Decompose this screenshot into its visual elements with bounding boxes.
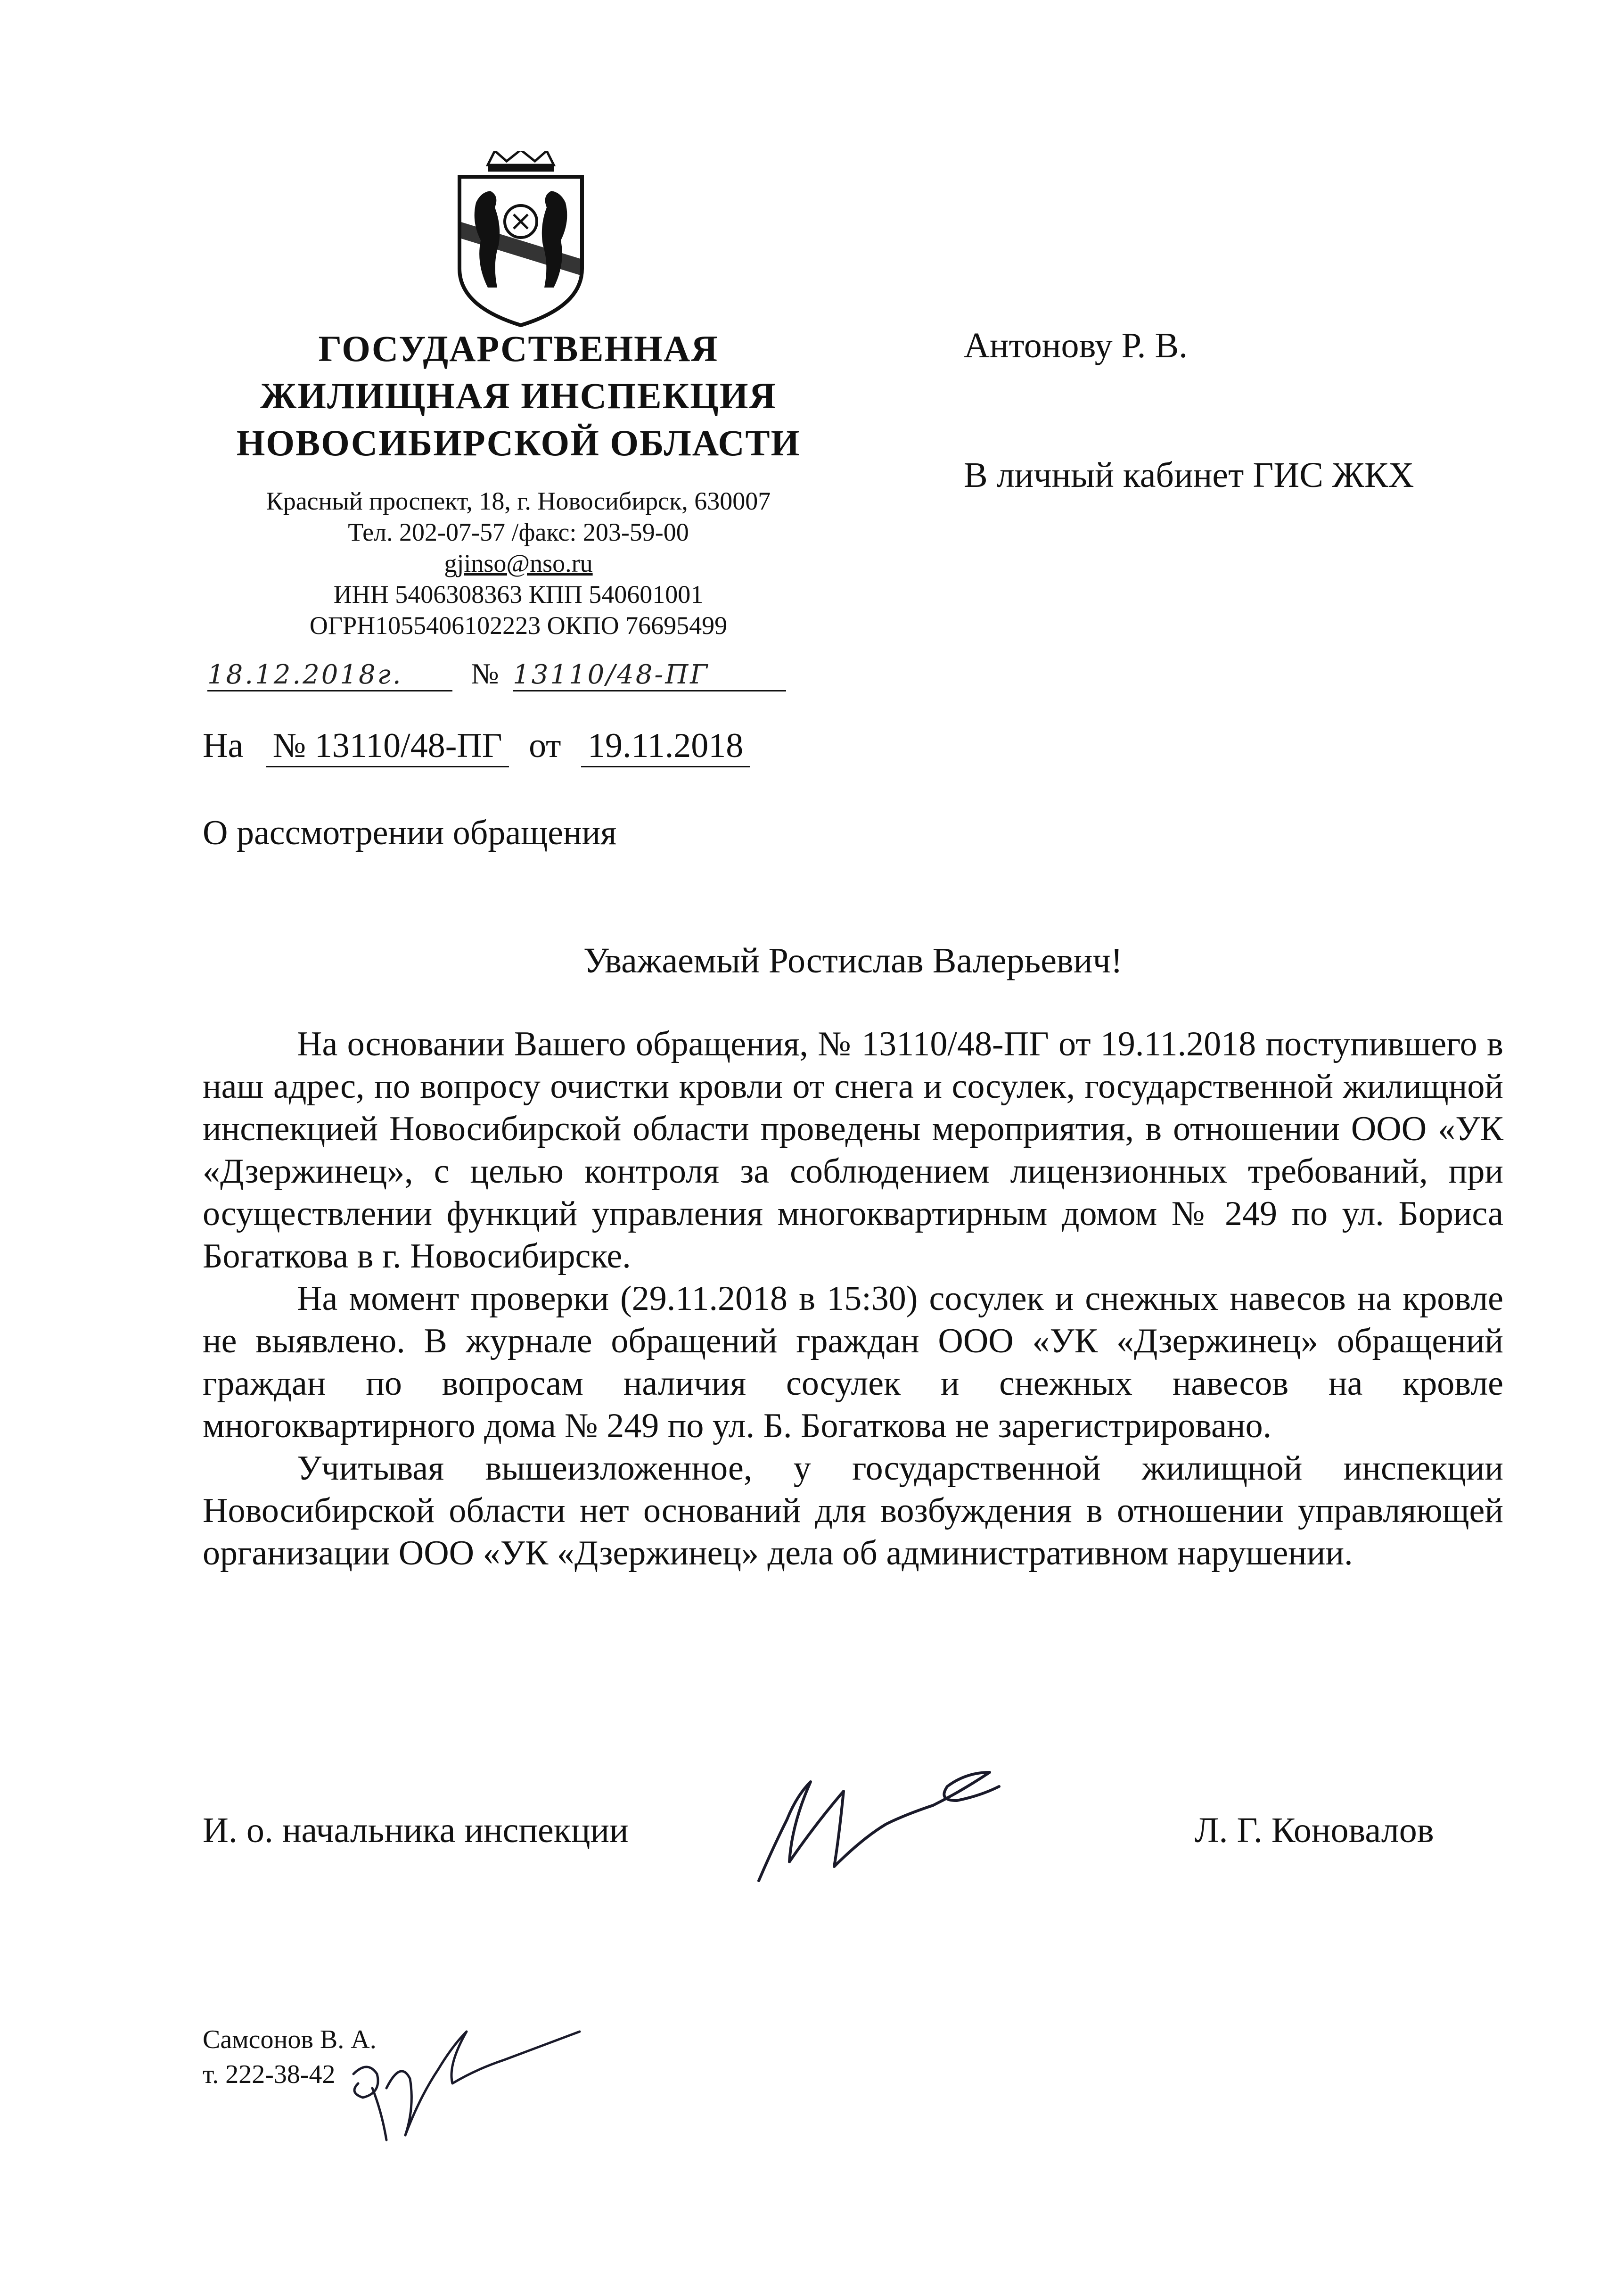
body-paragraph-1: На основании Вашего обращения, № 13110/48-ПГ от 19.11.2018 поступившего в наш адрес, по вопросу очистки кровли от снега и сосулек, государственной жилищной инспекцией Новосибирской области проведены мероприятия, в отношении ООО «УК «Дзержинец», с целью контроля за соблюдением лицензионных требований, при осуществлении функций управления многоквартирным домом № 249 по ул. Бориса Богаткова в г. Новосибирске. [203, 1025, 1503, 1276]
addressee-destination: В личный кабинет ГИС ЖКХ [964, 455, 1414, 495]
organization-name [179, 325, 858, 467]
reference-line [203, 726, 750, 767]
org-ogrn-okpo: ОГРН1055406102223 ОКПО 76695499 [309, 611, 728, 640]
registration-number-sign: № [471, 658, 499, 690]
body-paragraph-3: Учитывая вышеизложенное, у государственной жилищной инспекции Новосибирской области нет оснований для возбуждения в отношении управляющей организации ООО «УК «Дзержинец» дела об административном нарушении. [203, 1449, 1503, 1572]
org-name-line-2: ЖИЛИЩНАЯ ИНСПЕКЦИЯ [260, 375, 777, 416]
executor-signature-icon [325, 2003, 589, 2145]
registration-date: 18.12.2018г. [207, 659, 452, 691]
executor-name: Самсонов В. А. [203, 2025, 377, 2054]
org-inn-kpp: ИНН 5406308363 КПП 540601001 [333, 580, 704, 609]
signatory-name: Л. Г. Коновалов [1195, 1810, 1434, 1850]
signatory-title: И. о. начальника инспекции [203, 1810, 629, 1850]
reference-date: 19.11.2018 [581, 726, 750, 767]
org-phone: Тел. 202-07-57 /факс: 203-59-00 [348, 518, 689, 546]
registration-number: 13110/48-ПГ [513, 659, 786, 691]
reference-number: № 13110/48-ПГ [266, 726, 509, 767]
signature-icon [745, 1753, 1009, 1895]
organization-details [179, 486, 858, 641]
letter-body [203, 1023, 1503, 1574]
org-name-line-1: ГОСУДАРСТВЕННАЯ [318, 328, 719, 369]
reference-from: от [529, 726, 561, 765]
reference-prefix: На [203, 726, 244, 765]
coat-of-arms-icon [443, 151, 599, 330]
body-paragraph-2: На момент проверки (29.11.2018 в 15:30) сосулек и снежных навесов на кровле не выявлено. В журнале обращений граждан ООО «УК «Дзержинец» обращений граждан по вопросам наличия сосулек и снежных навесов на кровле многоквартирного дома № 249 по ул. Б. Богаткова не зарегистрировано. [203, 1279, 1503, 1445]
registration-line [207, 658, 786, 695]
org-address: Красный проспект, 18, г. Новосибирск, 630007 [266, 487, 771, 515]
org-name-line-3: НОВОСИБИРСКОЙ ОБЛАСТИ [236, 422, 801, 463]
salutation: Уважаемый Ростислав Валерьевич! [583, 941, 1123, 980]
addressee-name: Антонову Р. В. [964, 326, 1188, 365]
org-email-link[interactable]: gjinso@nso.ru [444, 549, 593, 577]
executor-phone: т. 222-38-42 [203, 2060, 336, 2089]
letter-subject: О рассмотрении обращения [203, 814, 617, 852]
